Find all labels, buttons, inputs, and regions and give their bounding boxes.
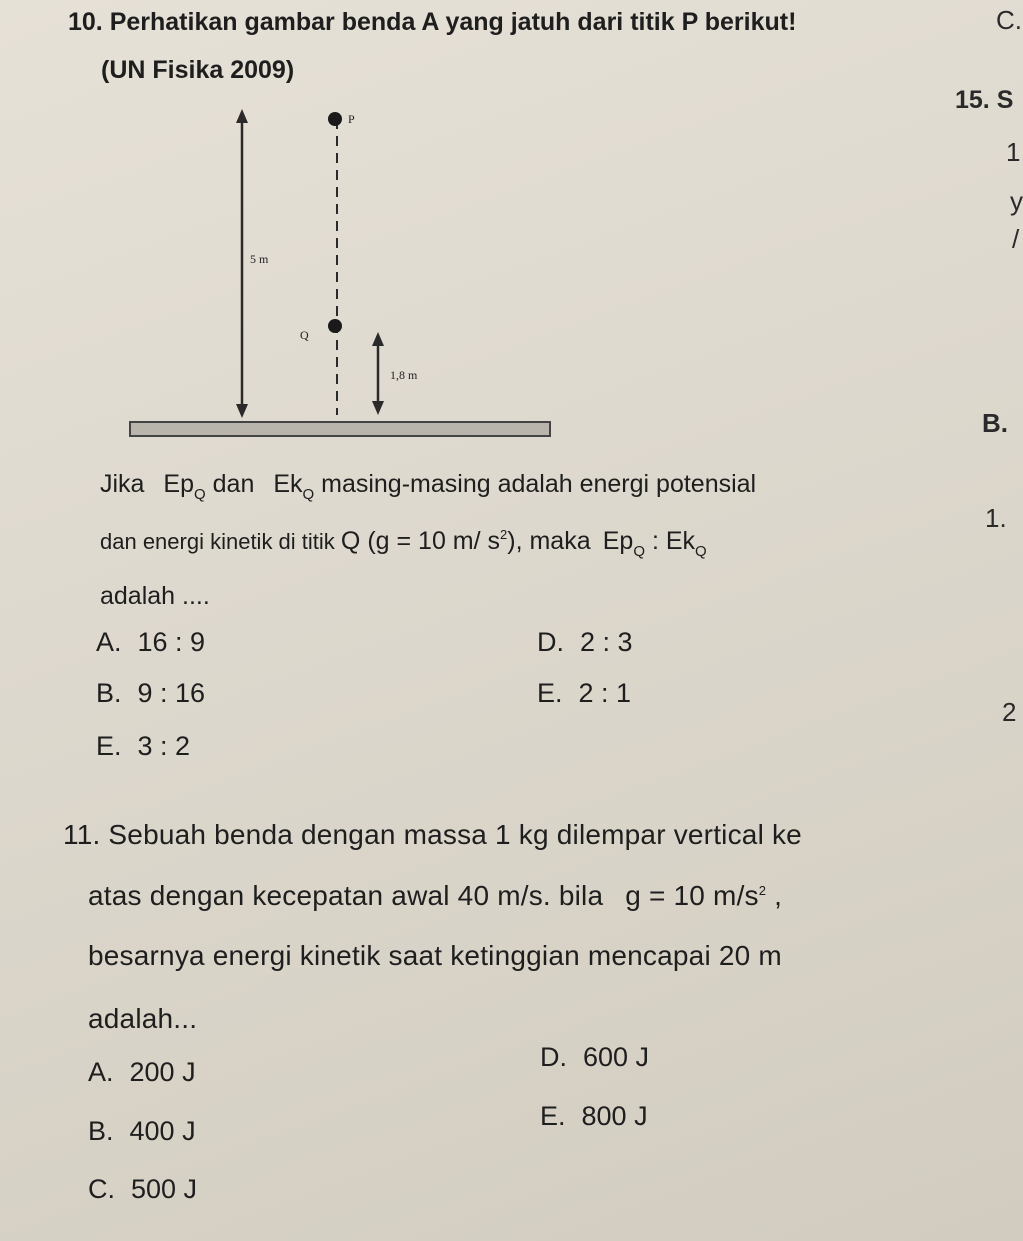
height-5m-arrowhead-top — [236, 109, 248, 123]
point-p — [328, 112, 342, 126]
margin-fragment-b: B. — [982, 408, 1008, 438]
q10-option-a[interactable]: A. 16 : 9 — [96, 627, 206, 657]
margin-fragment-question-15: 15. S — [955, 86, 1014, 114]
margin-fragment-slash: / — [1012, 224, 1020, 254]
height-1-8m-arrowhead-top — [372, 332, 384, 346]
line-2-start: dan energi kinetik di titik — [100, 529, 335, 554]
q11-option-b[interactable]: B. 400 J — [88, 1116, 196, 1146]
point-p-label: P — [348, 112, 355, 126]
q11-option-d[interactable]: D. 600 J — [540, 1042, 650, 1072]
question-11-line-2 — [88, 880, 782, 912]
margin-fragment-c: C. — [996, 5, 1022, 35]
height-1-8m-arrowhead-bottom — [372, 401, 384, 415]
q11-option-e[interactable]: E. 800 J — [540, 1101, 648, 1131]
q10-option-b[interactable]: B. 9 : 16 — [96, 678, 206, 708]
ek-q-symbol: $Ek_Q$ — [273, 470, 315, 503]
q11-line-2-start: atas dengan kecepatan awal 40 m/s. bila — [88, 880, 604, 911]
margin-fragment-y: y — [1010, 186, 1023, 216]
word-dan: dan — [212, 470, 255, 498]
question-11-line-4: adalah... — [88, 1003, 198, 1034]
question-11-line-1: 11. Sebuah benda dengan massa 1 kg dilempar vertical ke — [63, 819, 802, 850]
line-1-rest: masing-masing adalah energi potensial — [321, 470, 757, 498]
question-10-line-3: adalah .... — [100, 582, 210, 610]
question-11-line-3: besarnya energi kinetik saat ketinggian mencapai 20 m — [88, 940, 782, 971]
question-10-line-2 — [100, 527, 707, 560]
q10-option-e[interactable]: E. 2 : 1 — [537, 678, 632, 708]
q11-option-c[interactable]: C. 500 J — [88, 1174, 198, 1204]
q10-option-d[interactable]: D. 2 : 3 — [537, 627, 633, 657]
point-q-label: Q — [300, 328, 309, 342]
gravity-expression: Q (g = 10 m/ $s^2$), maka — [340, 527, 591, 555]
height-5m-label: 5 m — [250, 252, 269, 266]
height-1-8m-label: 1,8 m — [390, 368, 418, 382]
question-10-source: (UN Fisika 2009) — [101, 56, 295, 84]
question-10-line-1 — [100, 470, 756, 503]
ratio-ep-ek: $Ep_Q$ : $Ek_Q$ — [602, 527, 707, 560]
q11-option-a[interactable]: A. 200 J — [88, 1057, 196, 1087]
margin-fragment-1b: 1. — [985, 503, 1007, 533]
question-10-title: 10. Perhatikan gambar benda A yang jatuh dari titik P berikut! — [68, 8, 797, 36]
ep-q-symbol: $Ep_Q$ — [163, 470, 206, 503]
word-jika: Jika — [100, 470, 145, 498]
point-q — [328, 319, 342, 333]
margin-fragment-2: 2 — [1002, 697, 1017, 727]
q10-option-e-extra[interactable]: E. 3 : 2 — [96, 731, 191, 761]
q11-gravity-expression: g = 10 $m/s^2$ , — [625, 880, 783, 911]
margin-fragment-1a: 1 — [1006, 137, 1021, 167]
falling-object-figure — [120, 95, 560, 445]
ground-bar — [130, 422, 550, 436]
height-5m-arrowhead-bottom — [236, 404, 248, 418]
